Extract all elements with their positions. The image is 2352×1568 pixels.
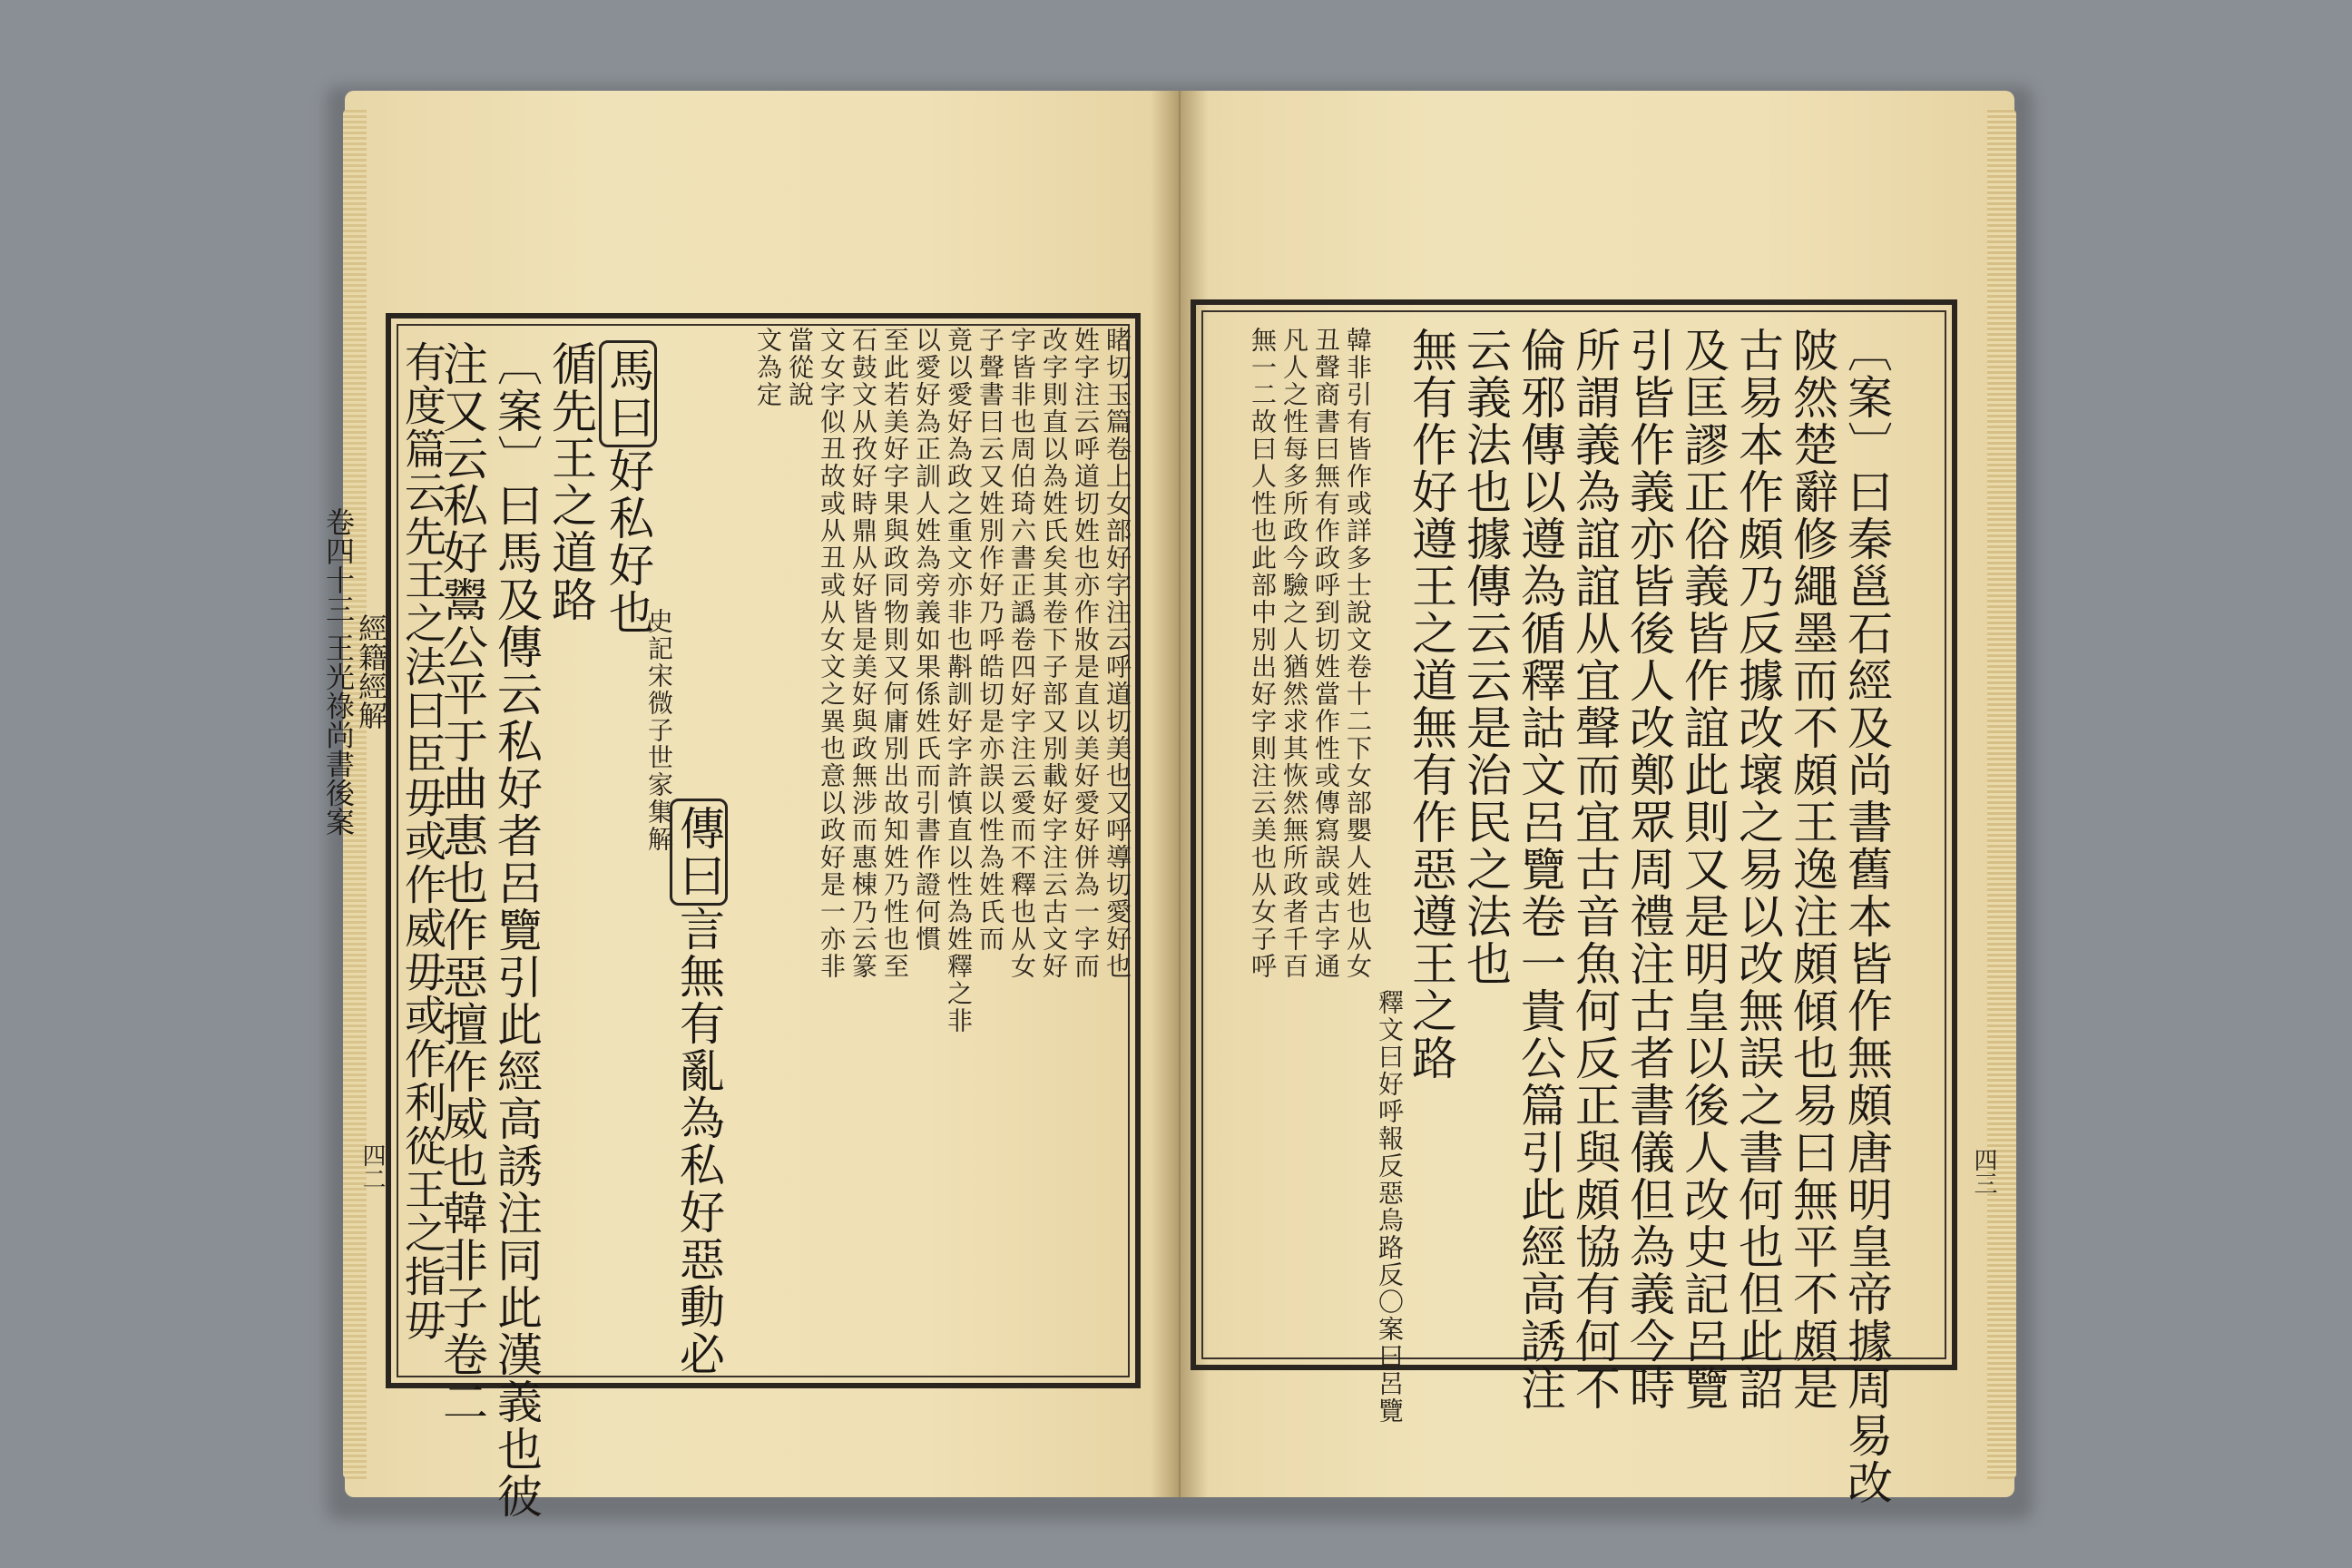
right-commentary-column-1: 韓非引有皆作或詳多士說文卷十二下女部嬰人姓也从女 xyxy=(1343,327,1373,980)
right-main-column-5: 引皆作義亦皆後人改鄭眾周禮注古者書儀但為義今時 xyxy=(1622,327,1675,1412)
main-column-4: 有度篇云先王之法曰臣毋或作威毋或作利從王之指毋 xyxy=(398,340,447,1342)
ma-note: 史記宋微子世家集解 xyxy=(644,608,674,853)
right-main-column-7: 倫邪傳以遵為循釋詁文呂覽卷一貴公篇引此經高誘注 xyxy=(1514,327,1566,1412)
commentary-column-2: 姓字注云呼道切姓也亦作妝是直以美好愛好併為一字而 xyxy=(1071,327,1101,980)
right-main-column-9: 無有作好遵王之道無有作惡遵王之路 xyxy=(1405,327,1457,1082)
commentary-column-7: 以愛好為正訓人姓為旁義如果係姓氏而引書作證何慣 xyxy=(912,327,942,953)
commentary-column-8: 至此若美好字果與政同物則又何庸別出故知姓乃性也至 xyxy=(880,327,910,980)
right-commentary-column-3: 凡人之性每多所政今驗之人猶然求其恢然無所政者千百 xyxy=(1279,327,1309,980)
right-main-column-3: 古易本作頗乃反據改壞之易以改無誤之書何也但此詔 xyxy=(1731,327,1784,1412)
zhuan-tag: 傳曰 xyxy=(670,799,728,906)
ma-text: 好私好也 xyxy=(602,447,654,636)
left-folio: 四二 xyxy=(358,1143,386,1191)
commentary-column-11: 當從說 xyxy=(785,327,815,408)
ma-tag: 馬曰 xyxy=(599,340,657,447)
commentary-column-6: 竟以愛好為政之重文亦非也斠訓好字許慎直以性為姓釋之非 xyxy=(944,327,974,1034)
main-column-3: 注又云私好鬻公平于曲惠也作惡擅作威也韓非子卷二 xyxy=(436,340,488,1426)
commentary-column-9: 石鼓文从孜好時鼎从好皆是美好與政無涉而惠棟乃云篆 xyxy=(848,327,878,980)
right-main-column-1: 〔案〕曰秦邕石經及尚書舊本皆作無頗唐明皇帝據周易改 xyxy=(1840,327,1893,1506)
right-main-column-2: 陂然楚辭修繩墨而不頗王逸注頗傾也易曰無平不頗是 xyxy=(1786,327,1838,1412)
right-main-column-6: 所謂義為誼誼从宜聲而宜古音魚何反正與頗協有何不 xyxy=(1568,327,1621,1412)
right-commentary-column-2: 丑聲商書曰無有作政呼到切姓當作性或傳寫誤或古字通 xyxy=(1311,327,1341,980)
main-column-ma xyxy=(599,340,657,636)
commentary-column-4: 字皆非也周伯琦六書正譌卷四好字注云愛而不釋也从女 xyxy=(1007,327,1037,980)
commentary-column-1: 睹切玉篇卷上女部好字注云呼道切美也又呼導切愛好也 xyxy=(1102,327,1132,980)
commentary-column-10: 文女字似丑故或从丑或从女文之異也意以政好是一亦非 xyxy=(817,327,847,980)
left-margin-title xyxy=(321,327,388,1016)
zhuan-text: 言無有亂為私好惡動必 xyxy=(672,906,725,1377)
right-main-column-4: 及匡謬正俗義皆作誼此則又是明皇以後人改史記呂覽 xyxy=(1677,327,1730,1412)
main-column-2: 〔案〕曰馬及傳云私好者呂覽引此經高誘注同此漢義也彼 xyxy=(490,340,543,1520)
main-column-1: 循先王之道路 xyxy=(544,340,597,623)
commentary-column-5: 子聲書曰云又姓別作好乃呼皓切是亦誤以性為姓氏而 xyxy=(975,327,1005,953)
right-folio: 四三 xyxy=(1970,1148,1997,1195)
right-note-after-column-9: 釋文曰好呼報反惡烏路反〇案曰呂覽 xyxy=(1375,989,1405,1425)
main-column-ma-2 xyxy=(670,799,728,1377)
commentary-column-12: 文為定 xyxy=(753,327,783,408)
margin-subtitle: 卷四十三 王光祿尚書後案 xyxy=(321,506,356,837)
right-commentary-column-4: 無一二故曰人性也此部中別出好字則注云美也从女子呼 xyxy=(1248,327,1278,980)
margin-title: 經籍經解 xyxy=(354,613,388,730)
commentary-column-3: 改字則直以為姓氏矣其卷下子部又別載好字注云古文好 xyxy=(1039,327,1069,980)
right-page-edge xyxy=(1987,109,2016,1479)
right-main-column-8: 云義法也據傳云云是治民之法也 xyxy=(1459,327,1512,987)
